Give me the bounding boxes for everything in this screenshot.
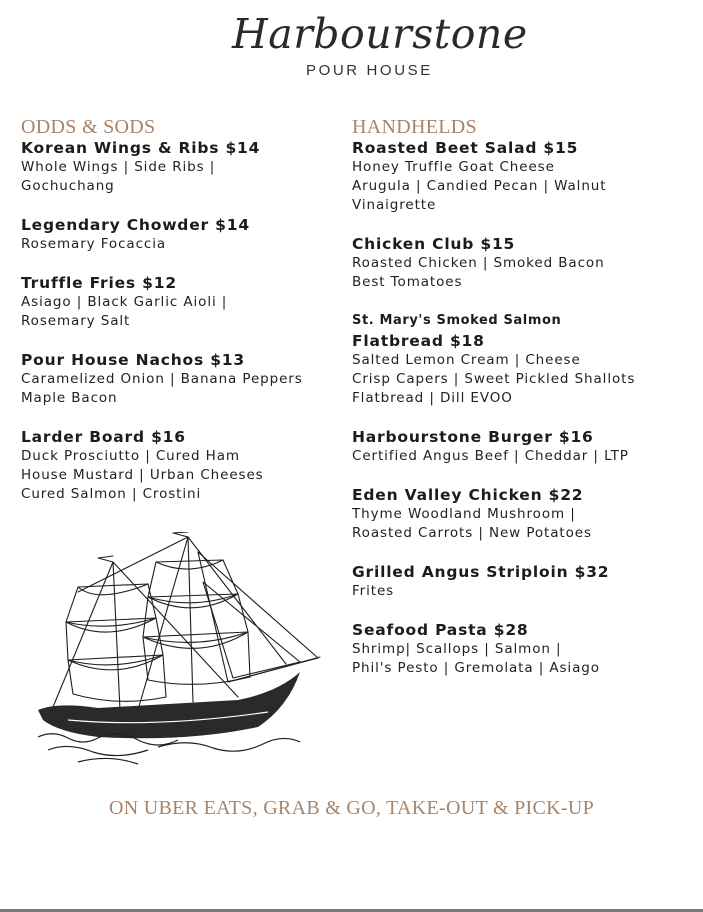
menu-item-desc: Asiago | Black Garlic Aioli | [21, 294, 228, 310]
menu-item-desc: Duck Prosciutto | Cured Ham [21, 448, 240, 464]
menu-item-desc: Maple Bacon [21, 390, 118, 406]
menu-column-left [21, 116, 351, 523]
menu-item-desc: Roasted Carrots | New Potatoes [352, 525, 592, 541]
brand-subtitle: POUR HOUSE [306, 62, 433, 79]
menu-item [21, 138, 351, 196]
menu-item-desc: Shrimp| Scallops | Salmon | [352, 641, 562, 657]
menu-item-desc: Roasted Chicken | Smoked Bacon [352, 255, 605, 271]
menu-item [352, 311, 697, 408]
menu-item-desc: Best Tomatoes [352, 274, 463, 290]
menu-item-name: Korean Wings & Ribs $14 [21, 139, 261, 157]
menu-item-name: Truffle Fries $12 [21, 274, 177, 292]
menu-item-desc: Thyme Woodland Mushroom | [352, 506, 576, 522]
menu-item-name: Flatbread $18 [352, 332, 485, 350]
menu-item-name: Larder Board $16 [21, 428, 186, 446]
menu-item [352, 485, 697, 543]
menu-item-name: Eden Valley Chicken $22 [352, 486, 584, 504]
menu-item-name: Seafood Pasta $28 [352, 621, 529, 639]
menu-item-name: Roasted Beet Salad $15 [352, 139, 579, 157]
menu-item-desc: Crisp Capers | Sweet Pickled Shallots [352, 371, 636, 387]
menu-item-desc: House Mustard | Urban Cheeses [21, 467, 264, 483]
menu-item [352, 427, 697, 466]
brand-name: Harbourstone [232, 10, 528, 58]
sailing-ship-illustration [38, 532, 323, 772]
menu-item-desc: Salted Lemon Cream | Cheese [352, 352, 581, 368]
menu-item [21, 215, 351, 254]
menu-item [21, 273, 351, 331]
menu-item-desc: Vinaigrette [352, 197, 437, 213]
menu-item [352, 234, 697, 292]
menu-item-subtitle: St. Mary's Smoked Salmon [352, 313, 562, 328]
section-title-odds-and-sods: ODDS & SODS [21, 116, 156, 138]
menu-item-desc: Rosemary Focaccia [21, 236, 167, 252]
menu-column-right [352, 116, 697, 697]
brand-logo [0, 8, 703, 88]
menu-item-name: Grilled Angus Striploin $32 [352, 563, 610, 581]
menu-item-name: Pour House Nachos $13 [21, 351, 245, 369]
section-title-handhelds: HANDHELDS [352, 116, 477, 138]
menu-item-desc: Honey Truffle Goat Cheese [352, 159, 555, 175]
footer-note: ON UBER EATS, GRAB & GO, TAKE-OUT & PICK-UP [108, 797, 595, 819]
menu-item-desc: Whole Wings | Side Ribs | [21, 159, 216, 175]
menu-item-desc: Caramelized Onion | Banana Peppers [21, 371, 303, 387]
menu-item-desc: Phil's Pesto | Gremolata | Asiago [352, 660, 600, 676]
menu-item-desc: Certified Angus Beef | Cheddar | LTP [352, 448, 629, 464]
menu-item [21, 427, 351, 504]
menu-item [352, 562, 697, 601]
menu-item-name: Chicken Club $15 [352, 235, 516, 253]
menu-item-desc: Frites [352, 583, 395, 599]
menu-item-desc: Flatbread | Dill EVOO [352, 390, 513, 406]
menu-item [352, 138, 697, 215]
menu-item-desc: Cured Salmon | Crostini [21, 486, 202, 502]
menu-item-desc: Arugula | Candied Pecan | Walnut [352, 178, 607, 194]
menu-item-name: Legendary Chowder $14 [21, 216, 250, 234]
menu-item-desc: Gochuchang [21, 178, 115, 194]
menu-item [21, 350, 351, 408]
menu-item-desc: Rosemary Salt [21, 313, 131, 329]
menu-item [352, 620, 697, 678]
menu-item-name: Harbourstone Burger $16 [352, 428, 594, 446]
